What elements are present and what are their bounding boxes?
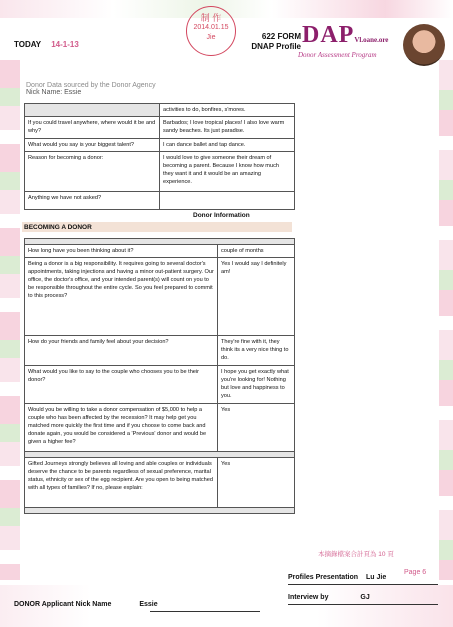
production-stamp xyxy=(186,6,236,56)
interview-value: GJ xyxy=(360,594,370,601)
applicant-value: Essie xyxy=(139,601,158,608)
becoming-donor-table xyxy=(24,238,295,514)
today-value: 14-1-13 xyxy=(51,40,79,49)
question-cell: Anything we have not asked? xyxy=(25,192,160,210)
donor-information-label: Donor Information xyxy=(193,212,250,219)
table-row xyxy=(25,192,295,210)
profiles-label: Profiles Presentation xyxy=(288,574,359,581)
question-cell: What would you say is your biggest talent? xyxy=(25,139,160,152)
form-number: 622 FORM xyxy=(261,32,301,41)
answer-cell: Yes xyxy=(218,458,295,508)
donor-photo xyxy=(403,24,445,66)
logo-text: DAP xyxy=(302,22,355,48)
form-title xyxy=(233,32,301,52)
table-row xyxy=(25,245,295,258)
question-cell: If you could travel anywhere, where would it be and why? xyxy=(25,117,160,139)
logo-subtitle: Donor Assessment Program xyxy=(298,51,377,59)
profiles-underline xyxy=(288,584,438,585)
table-row xyxy=(25,104,295,117)
answer-cell: couple of months xyxy=(218,245,295,258)
today-field xyxy=(14,40,79,49)
applicant-nick-name xyxy=(14,601,158,608)
table-row xyxy=(25,366,295,404)
nick-name-line: Nick Name: Essie xyxy=(26,89,82,96)
question-cell: Gifted Journeys strongly believes all loving and able couples or individuals deserve the chance to be parents regardless of sexual preference, marital status, ethnicity or sex of the egg recipient. Are you open to being matched with all types of families? If no, please explain: xyxy=(25,458,218,508)
answer-cell: I hope you get exactly what you're looking for! Nothing but love and happiness to you. xyxy=(218,366,295,404)
answer-cell: activities to do, bonfires, s'mores. xyxy=(160,104,295,117)
floral-border-right xyxy=(439,60,453,580)
stamp-date: 2014.01.15 xyxy=(193,24,229,31)
profiles-value: Lu Jie xyxy=(365,574,387,581)
logo-org: Vl.oane.ore xyxy=(354,36,389,44)
answer-cell xyxy=(160,192,295,210)
applicant-label: DONOR Applicant Nick Name xyxy=(14,601,112,608)
question-cell: Would you be willing to take a donor compensation of $5,000 to help a couple who has been affected by the recession? It may help get you matched more quickly the first time and if you choose to come back and donate again, you would be considered a 'Previous' donor and would be given a higher fee? xyxy=(25,404,218,452)
section-bar xyxy=(22,222,292,232)
answer-cell: Yes xyxy=(218,404,295,452)
answer-cell: Yes I would say I definitely am! xyxy=(218,258,295,336)
table-row xyxy=(25,152,295,192)
profiles-presentation xyxy=(288,574,386,581)
stamp-name: Jie xyxy=(206,34,216,41)
answer-cell: They're fine with it, they think its a very nice thing to do. xyxy=(218,336,295,366)
answer-cell: I would love to give someone their dream of becoming a parent. Because I know how much they want it and it would be an amazing experience. xyxy=(160,152,295,192)
form-name: DNAP Profile xyxy=(251,42,301,51)
table-row xyxy=(25,336,295,366)
table-row xyxy=(25,139,295,152)
table-row xyxy=(25,458,295,508)
question-cell xyxy=(25,104,160,117)
source-line: Donor Data sourced by the Donor Agency xyxy=(26,82,156,89)
applicant-underline xyxy=(150,611,260,612)
section-title: BECOMING A DONOR xyxy=(24,224,92,231)
table-row xyxy=(25,117,295,139)
floral-border-left xyxy=(0,60,20,580)
answer-cell: I can dance ballet and tap dance. xyxy=(160,139,295,152)
table-row xyxy=(25,404,295,452)
table-row xyxy=(25,258,295,336)
question-cell: How do your friends and family feel about your decision? xyxy=(25,336,218,366)
today-label: TODAY xyxy=(14,40,41,49)
page-count-note: 本摘錄檔案合計頁為 10 頁 xyxy=(318,551,394,558)
question-cell: Reason for becoming a donor: xyxy=(25,152,160,192)
question-cell: Being a donor is a big responsibility. It requires going to several doctor's appointments, taking injections and having a minor out-patient surgery. Our office, the doctor's office, and your intended parent(s) will count on you to be responsible throughout the entire cycle. So you feel prepared to commit to this process? xyxy=(25,258,218,336)
question-cell: How long have you been thinking about it? xyxy=(25,245,218,258)
stamp-title: 制 作 xyxy=(200,13,222,23)
dap-logo xyxy=(302,22,388,49)
page-number: Page 6 xyxy=(404,569,427,576)
source-block xyxy=(26,82,156,96)
interview-label: Interview by xyxy=(288,594,329,601)
interview-by xyxy=(288,594,370,601)
answer-cell: Barbados; I love tropical places! I also love warm sandy beaches. Its just paradise. xyxy=(160,117,295,139)
table-row xyxy=(25,508,295,514)
interview-underline xyxy=(288,604,438,605)
profile-table-1 xyxy=(24,103,295,210)
question-cell: What would you like to say to the couple who chooses you to be their donor? xyxy=(25,366,218,404)
